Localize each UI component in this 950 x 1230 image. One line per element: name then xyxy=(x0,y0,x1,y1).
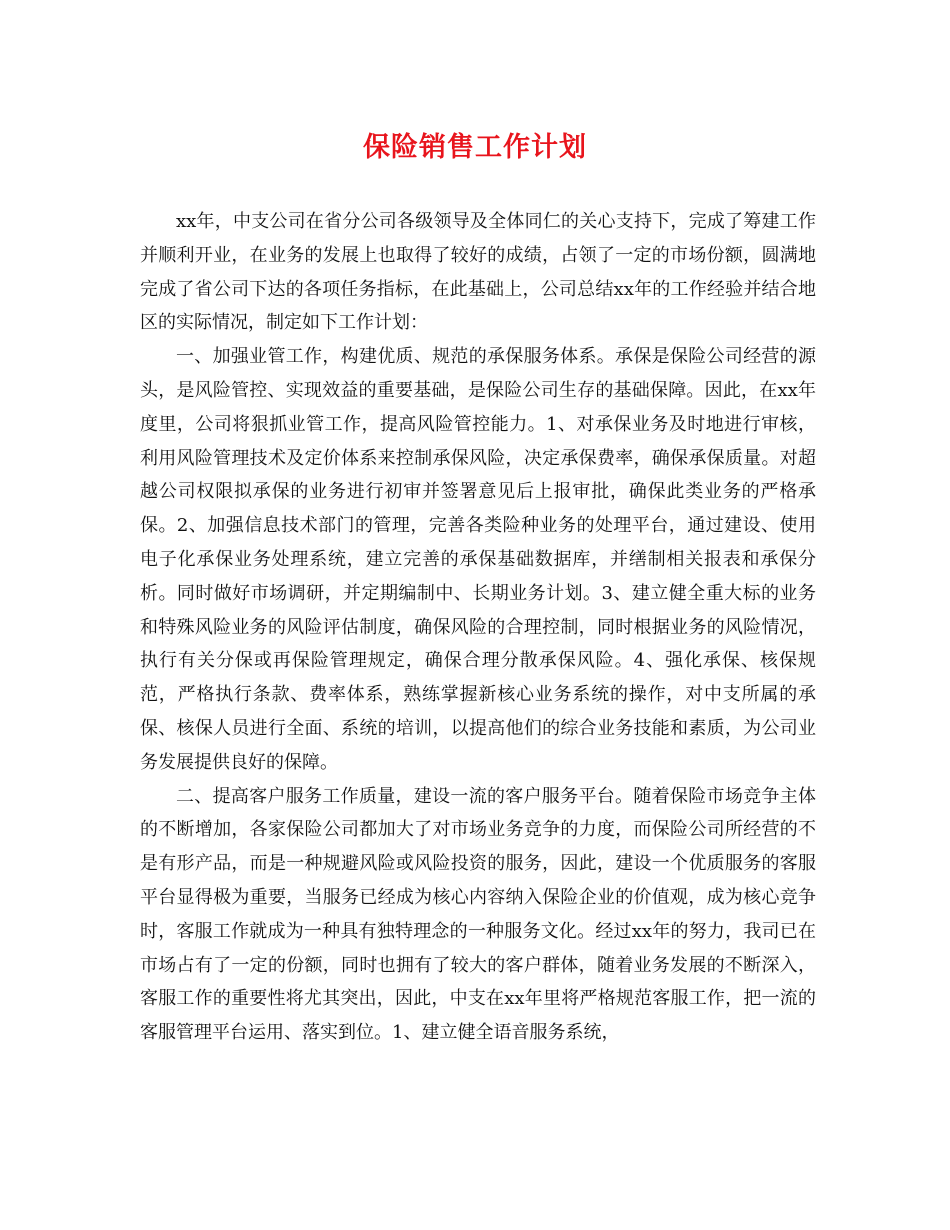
paragraph-section-one: 一、加强业管工作，构建优质、规范的承保服务体系。承保是保险公司经营的源头，是风险管控、实现效益的重要基础，是保险公司生存的基础保障。因此，在xx年度里，公司将狠抓业管工作，提高风险管控能力。1、对承保业务及时地进行审核，利用风险管理技术及定价体系来控制承保风险，决定承保费率，确保承保质量。对超越公司权限拟承保的业务进行初审并签署意见后上报审批，确保此类业务的严格承保。2、加强信息技术部门的管理，完善各类险种业务的处理平台，通过建设、使用电子化承保业务处理系统，建立完善的承保基础数据库，并缮制相关报表和承保分析。同时做好市场调研，并定期编制中、长期业务计划。3、建立健全重大标的业务和特殊风险业务的风险评估制度，确保风险的合理控制，同时根据业务的风险情况，执行有关分保或再保险管理规定，确保合理分散承保风险。4、强化承保、核保规范，严格执行条款、费率体系，熟练掌握新核心业务系统的操作，对中支所属的承保、核保人员进行全面、系统的培训，以提高他们的综合业务技能和素质，为公司业务发展提供良好的保障。 xyxy=(140,346,816,773)
document-body xyxy=(140,205,816,1050)
document-title: 保险销售工作计划 xyxy=(363,132,587,163)
paragraph-section-two: 二、提高客户服务工作质量，建设一流的客户服务平台。随着保险市场竞争主体的不断增加，各家保险公司都加大了对市场业务竞争的力度，而保险公司所经营的不是有形产品，而是一种规避风险或风险投资的服务，因此，建设一个优质服务的客服平台显得极为重要，当服务已经成为核心内容纳入保险企业的价值观，成为核心竞争时，客服工作就成为一种具有独特理念的一种服务文化。经过xx年的努力，我司已在市场占有了一定的份额，同时也拥有了较大的客户群体，随着业务发展的不断深入，客服工作的重要性将尤其突出，因此，中支在xx年里将严格规范客服工作，把一流的客服管理平台运用、落实到位。1、建立健全语音服务系统， xyxy=(140,785,816,1044)
paragraph-intro: xx年，中支公司在省分公司各级领导及全体同仁的关心支持下，完成了筹建工作并顺利开业，在业务的发展上也取得了较好的成绩，占领了一定的市场份额，圆满地完成了省公司下达的各项任务指标，在此基础上，公司总结xx年的工作经验并结合地区的实际情况，制定如下工作计划： xyxy=(140,211,816,334)
